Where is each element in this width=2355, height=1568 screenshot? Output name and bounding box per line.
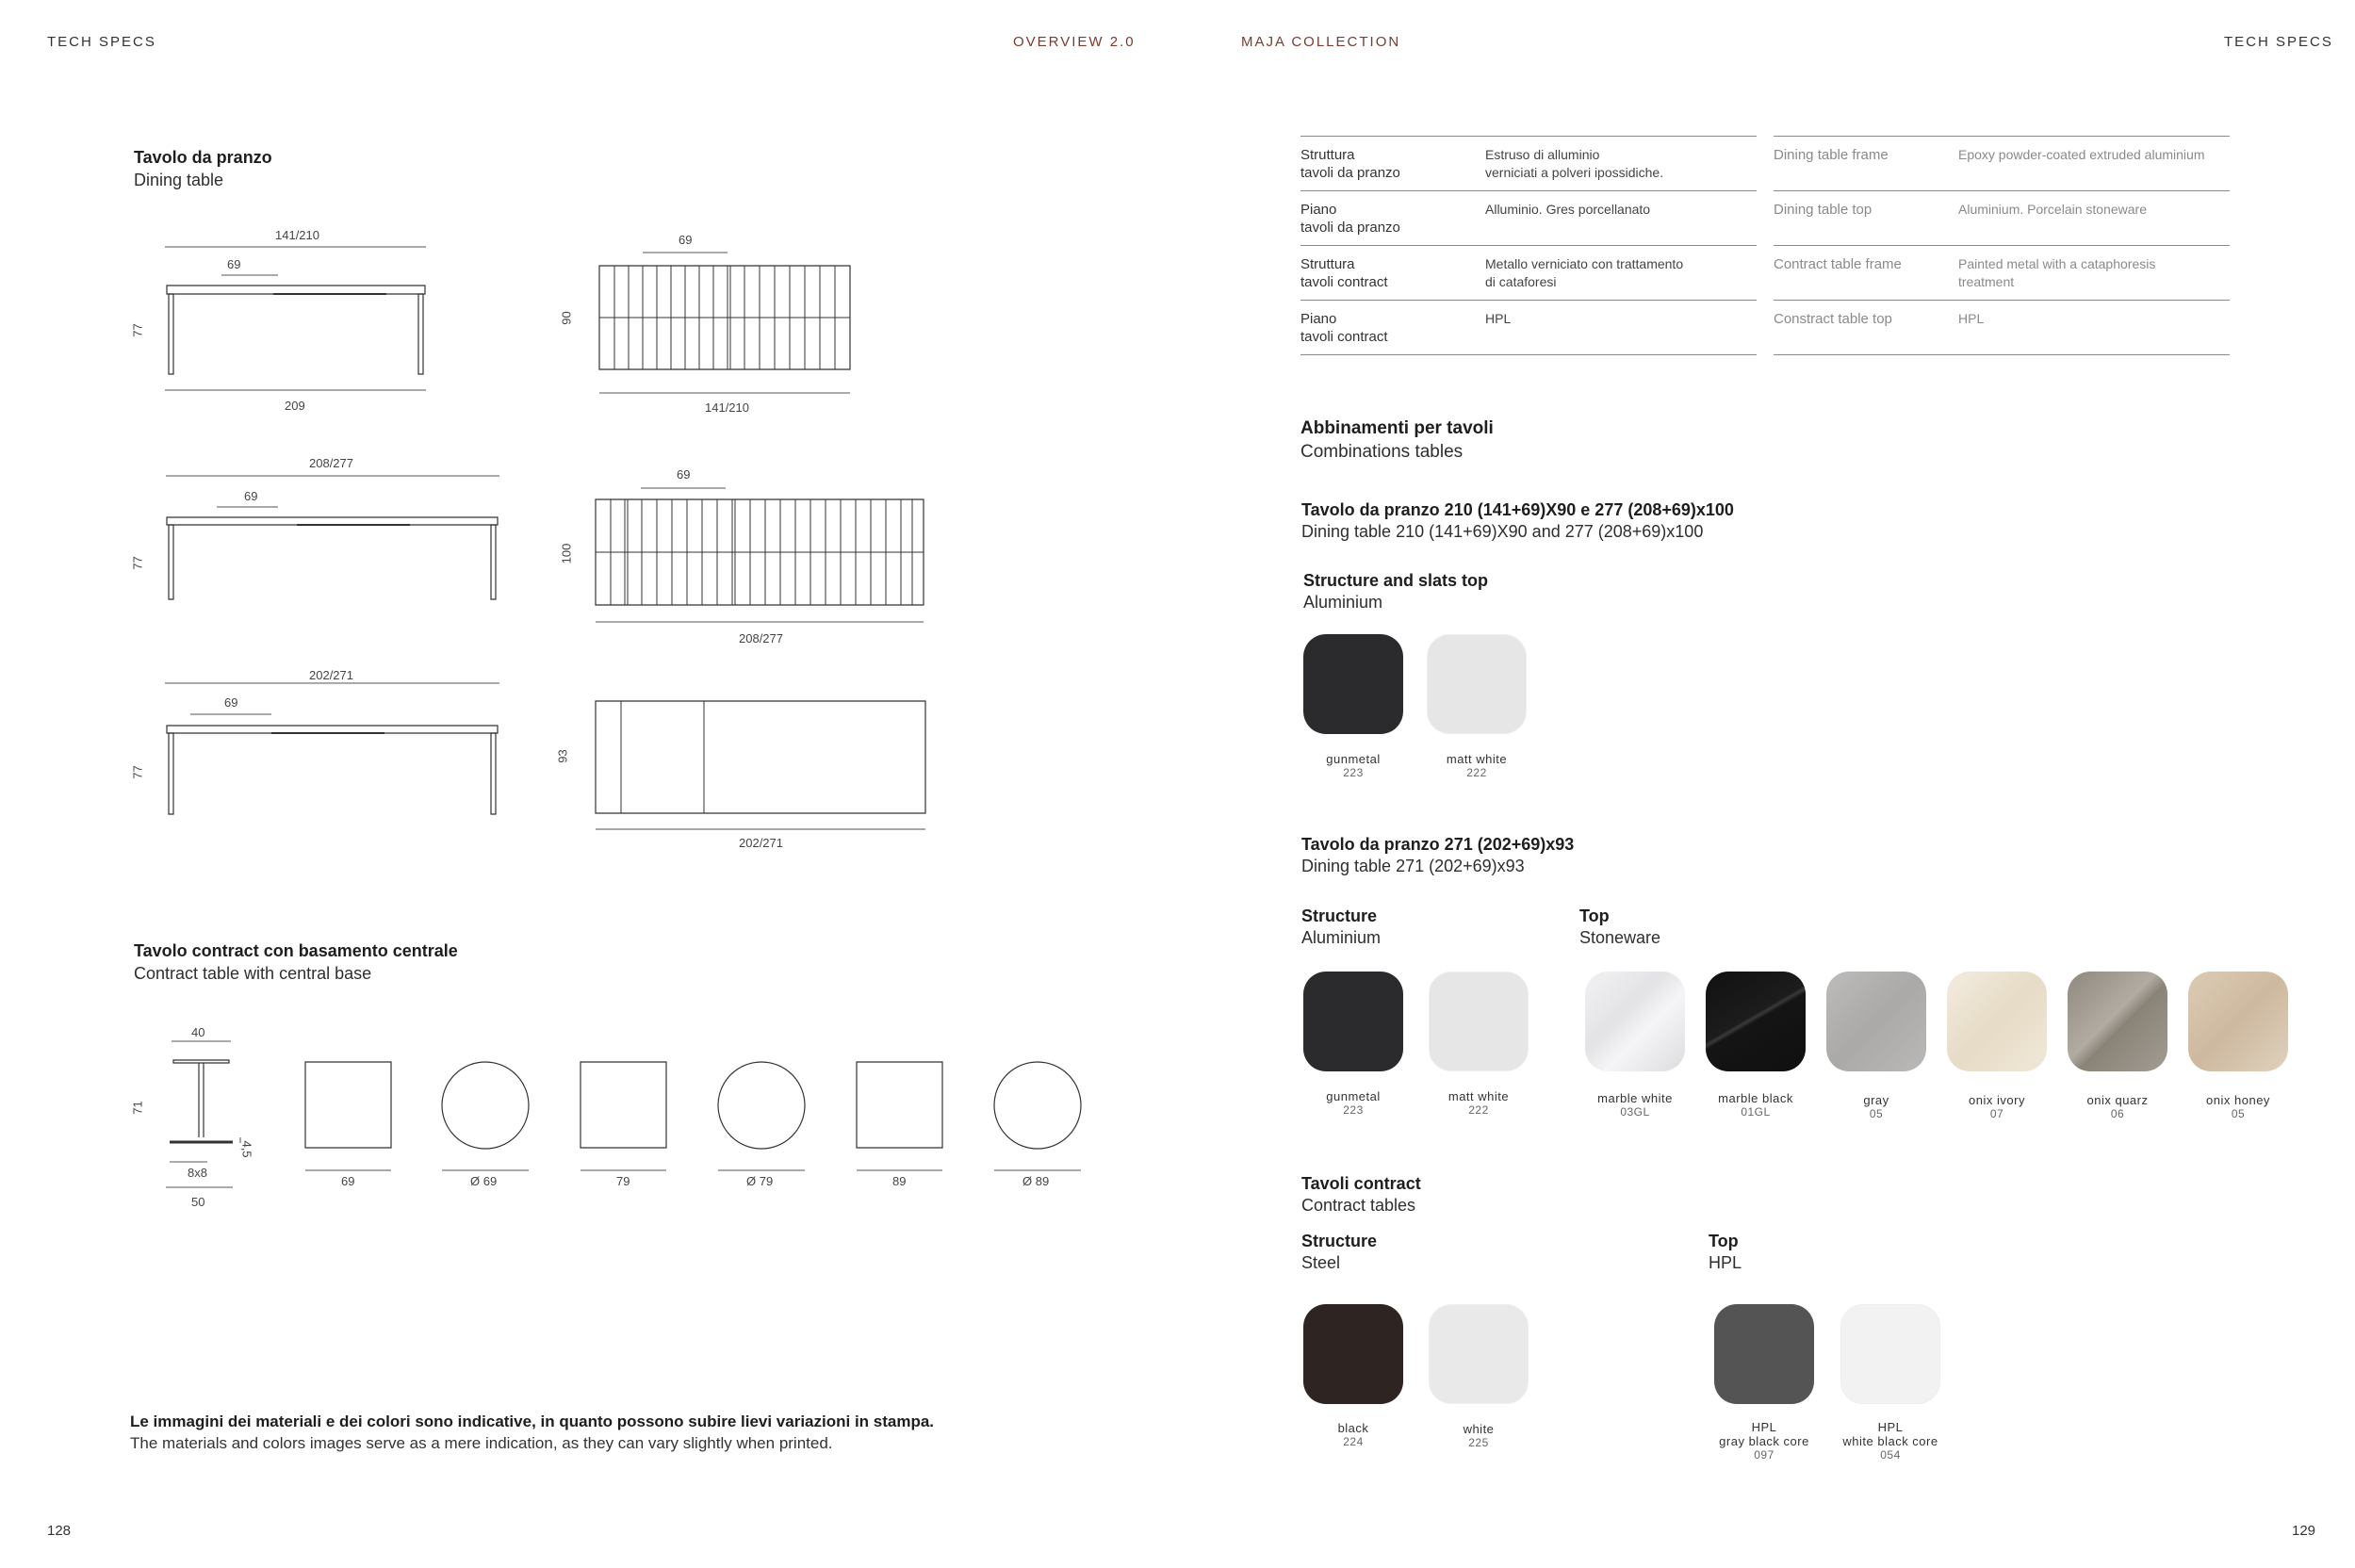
page-number-right: 129 [2292,1523,2316,1539]
dim-d1-width: 90 [559,311,574,325]
g2-top-title: Top [1579,906,1610,925]
swatch-label: matt white 222 [1447,1089,1510,1117]
swatch-hpl-white-black-core [1840,1304,1940,1404]
g3-top-sub: HPL [1709,1253,1742,1272]
swatch-label: gray 05 [1863,1093,1889,1120]
swatch-marble-black [1706,972,1806,1071]
dim-d3-ext-top: 202/271 [309,668,353,682]
dining-table-3-side-drawing [132,680,509,822]
dim-top-4: Ø 79 [746,1174,774,1188]
dim-d1-ext: 69 [227,257,241,271]
swatch-gunmetal [1303,972,1403,1071]
dining-title-it: Tavolo da pranzo [134,148,272,167]
spec-row: Struttura tavoli contract Metallo verniciato con trattamento di cataforesi [1300,246,1757,301]
swatch-label: marble white 03GL [1597,1091,1673,1119]
dining-table-1-side-drawing [132,226,452,419]
combos-title-it: Abbinamenti per tavoli [1300,418,1494,438]
dim-d2-ext-top: 208/277 [309,456,353,470]
swatch-label: white 225 [1463,1422,1495,1449]
top-square-79 [581,1062,666,1148]
dining-table-2-top-drawing [589,482,928,647]
g2-struct-sub: Aluminium [1301,928,1382,947]
specs-table-en [1774,136,2230,355]
dim-d1-bottom: 209 [285,399,305,413]
combos-title-en: Combinations tables [1300,442,1464,462]
dim-d2-top-ext: 69 [677,467,691,482]
dim-d2-top-bottom: 208/277 [739,631,783,645]
dim-d3-height: 77 [130,765,145,779]
swatch-label: onix ivory 07 [1969,1093,2025,1120]
spec-row: Piano tavoli contract HPL [1300,301,1757,355]
dim-top-1: 69 [341,1174,355,1188]
header-left: TECH SPECS [47,34,156,50]
dining-table-3-top-drawing [589,697,928,839]
dim-contract-bottom: 50 [191,1195,205,1209]
dim-d3-ext: 69 [224,695,238,710]
dim-contract-foot: 4,5 [239,1140,254,1158]
spec-row: Dining table frame Epoxy powder-coated extruded aluminium [1774,137,2230,191]
top-square-89 [857,1062,942,1148]
swatch-matt-white [1429,972,1529,1071]
g3-title-it: Tavoli contract [1301,1174,1421,1193]
swatch-hpl-gray-black-core [1714,1304,1814,1404]
dim-d1-top-bottom: 141/210 [705,400,749,415]
dim-top-6: Ø 89 [1022,1174,1050,1188]
swatch-label: black 224 [1337,1421,1369,1448]
g2-title-en: Dining table 271 (202+69)x93 [1301,857,1525,875]
g2-top-sub: Stoneware [1579,928,1661,947]
spec-row: Struttura tavoli da pranzo Estruso di alluminio verniciati a polveri ipossidiche. [1300,137,1757,191]
specs-table-it [1300,136,1757,355]
swatch-black [1303,1304,1403,1404]
dim-top-3: 79 [616,1174,630,1188]
dim-d2-ext: 69 [244,489,258,503]
swatch-label: marble black 01GL [1718,1091,1793,1119]
dim-d1-top-ext: 69 [679,233,693,247]
swatch-label: onix honey 05 [2206,1093,2270,1120]
swatch-label: HPL gray black core 097 [1719,1420,1809,1462]
swatch-matt-white [1427,634,1527,734]
contract-title-it: Tavolo contract con basamento centrale [134,941,458,960]
swatch-label: gunmetal 223 [1326,752,1381,779]
contract-title-en: Contract table with central base [134,964,372,983]
dining-table-2-side-drawing [132,466,509,612]
g1-struct-title: Structure and slats top [1303,571,1489,590]
dim-top-5: 89 [892,1174,907,1188]
dining-title-en: Dining table [134,171,224,189]
dim-contract-height: 71 [130,1101,145,1115]
g1-title-en: Dining table 210 (141+69)X90 and 277 (208+69)x100 [1301,522,1704,541]
g2-title-it: Tavolo da pranzo 271 (202+69)x93 [1301,835,1575,854]
swatch-white [1429,1304,1529,1404]
g3-struct-sub: Steel [1301,1253,1341,1272]
swatch-label: onix quarz 06 [2086,1093,2149,1120]
top-square-69 [305,1062,391,1148]
swatch-marble-white [1585,972,1685,1071]
contract-tops-drawing [302,1060,1084,1173]
g3-top-title: Top [1709,1232,1739,1250]
dim-top-2: Ø 69 [470,1174,498,1188]
swatch-onix-quarz [2068,972,2167,1071]
dim-d2-width: 100 [559,543,574,564]
top-round-89 [994,1062,1081,1149]
swatch-label: HPL white black core 054 [1842,1420,1938,1462]
g3-struct-title: Structure [1301,1232,1378,1250]
dim-d3-top-bottom: 202/271 [739,836,783,850]
swatch-gray [1826,972,1926,1071]
top-round-69 [442,1062,529,1149]
g3-title-en: Contract tables [1301,1196,1416,1215]
dim-d1-ext-top: 141/210 [275,228,319,242]
page-number-left: 128 [47,1523,72,1539]
dim-d3-width: 93 [555,749,570,763]
dim-contract-top: 40 [191,1025,205,1039]
header-overview: OVERVIEW 2.0 [1013,34,1136,50]
spec-row: Dining table top Aluminium. Porcelain stoneware [1774,191,2230,246]
g2-struct-title: Structure [1301,906,1378,925]
swatch-label: matt white 222 [1446,752,1508,779]
spec-row: Piano tavoli da pranzo Alluminio. Gres porcellanato [1300,191,1757,246]
spec-row: Constract table top HPL [1774,301,2230,355]
g1-struct-sub: Aluminium [1303,593,1383,612]
dim-d1-height: 77 [130,323,145,337]
header-collection: MAJA COLLECTION [1241,34,1401,50]
g1-title-it: Tavolo da pranzo 210 (141+69)X90 e 277 (208+69)x100 [1301,500,1734,519]
dining-table-1-top-drawing [594,245,858,400]
swatch-onix-honey [2188,972,2288,1071]
swatch-gunmetal [1303,634,1403,734]
top-round-79 [718,1062,805,1149]
dim-d2-height: 77 [130,556,145,570]
swatch-label: gunmetal 223 [1326,1089,1381,1117]
dim-contract-base: 8x8 [188,1166,207,1180]
note-it: Le immagini dei materiali e dei colori sono indicative, in quanto possono subire lievi variazioni in stampa. [130,1413,935,1430]
spec-row: Contract table frame Painted metal with a cataphoresis treatment [1774,246,2230,301]
swatch-onix-ivory [1947,972,2047,1071]
header-right: TECH SPECS [2224,34,2333,50]
note-en: The materials and colors images serve as a mere indication, as they can vary slightly when printed. [130,1434,833,1452]
